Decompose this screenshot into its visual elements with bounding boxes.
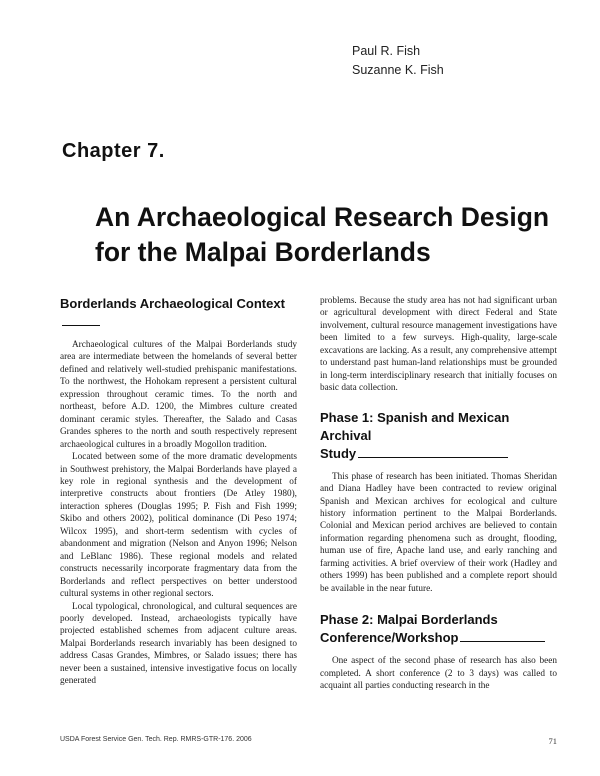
section-heading — [320, 409, 557, 463]
body-paragraph: problems. Because the study area has not had significant urban or agricultural development with direct Federal and State involvement, cultural resource management investigations have been limited to a few surveys. High-quality, large-scale excavations are lacking. As a result, any comprehensive attempt to understand past human-land relationships must be grounded in long-term interdisciplinary research that initially focuses on basic data collection. — [320, 296, 557, 394]
footer-citation: USDA Forest Service Gen. Tech. Rep. RMRS-GTR-176. 2006 — [60, 736, 252, 743]
heading-text: Borderlands Archaeological Context — [60, 296, 285, 311]
section-heading — [320, 611, 557, 647]
body-paragraph: Archaeological cultures of the Malpai Borderlands study area are intermediate between the homelands of several better defined and relatively well-studied prehispanic manifestations. To the northwest, the Hohokam represent a persistent cultural expression throughout ceramic times. To the north and northeast, before A.D. 1200, the Mimbres culture created dominant ceramic styles. Thereafter, the Salado and Casas Grandes spheres to the north and south respectively represent archaeological cultures in a broadly Mogollon tradition. — [60, 340, 297, 450]
left-column — [60, 295, 297, 688]
body-paragraph: This phase of research has been initiated. Thomas Sheridan and Diana Hadley have been contracted to review original Spanish and Mexican archives for ecological and culture history information pertinent to the Malpai Borderlands. Colonial and Mexican period archives are believed to contain information regarding phenomena such as drought, flooding, human use of fire, Apache land use, and early ranching and farming activities. A brief overview of their work (Hadley and others 1999) has been published and a complete report should be available in the near future. — [320, 471, 557, 594]
author-list — [352, 42, 444, 80]
chapter-label: Chapter 7. — [62, 140, 165, 162]
body-paragraph: Local typological, chronological, and cultural sequences are poorly developed. Instead, archaeologists typically have projected established schemes from adjacent culture areas. Malpai Borderlands research invariably has been designed to address Casas Grandes, Mimbres, or Salado issues; there has never been a sustained, intensive investigative focus on locally generated — [60, 601, 297, 687]
page-number: 71 — [548, 736, 557, 746]
author-name: Paul R. Fish — [352, 44, 421, 58]
heading-text: Phase 2: Malpai Borderlands — [320, 612, 498, 628]
heading-rule — [358, 456, 508, 458]
title-line: for the Malpai Borderlands — [95, 237, 431, 267]
author-name: Suzanne K. Fish — [352, 63, 444, 77]
heading-text: Phase 1: Spanish and Mexican Archival — [320, 409, 510, 443]
title-line: An Archaeological Research Design — [95, 202, 550, 232]
heading-rule — [62, 324, 100, 326]
heading-rule — [460, 640, 545, 642]
right-column — [320, 295, 557, 693]
section-heading — [60, 295, 297, 331]
page-title — [95, 200, 575, 270]
body-paragraph: One aspect of the second phase of research has also been completed. A short conference (2 to 3 days) was called to acquaint all parties conducting research in the — [320, 656, 557, 692]
body-paragraph: Located between some of the more dramatic developments in Southwest prehistory, the Malpai Borderlands have played a key role in regional synthesis and the development of interpretive constructs about frontiers (De Atley 1980), interaction spheres (Douglas 1995; P. Fish and Fish 1999; Skibo and others 2002), political dominance (Di Peso 1974; Wilcox 1995), and short-term sedentism with cycles of abandonment and migration (Nelson and Anyon 1996; Nelson and LeBlanc 1986). These regional models and related constructs necessarily incorporate fragmentary data from the Borderlands and reflect perspectives on better understood cultural systems in other regional sectors. — [60, 452, 297, 600]
heading-text: Conference/Workshop — [320, 630, 459, 646]
heading-text: Study — [320, 445, 357, 461]
